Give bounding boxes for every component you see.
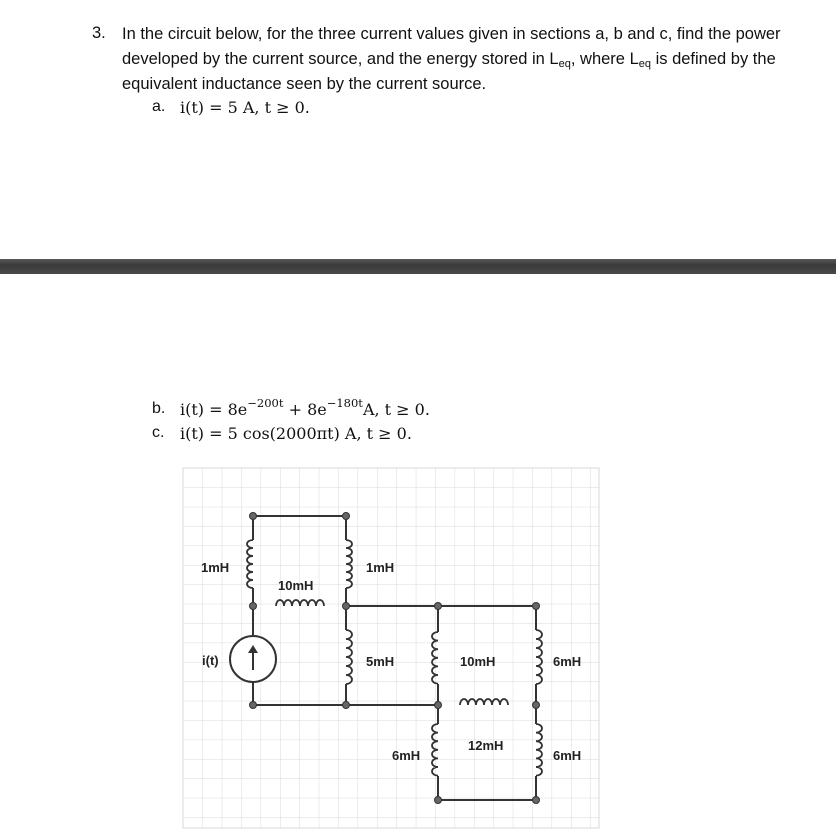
part-b-post: A, t ≥ 0. bbox=[362, 400, 430, 419]
label-10mh-mid: 10mH bbox=[460, 654, 496, 669]
label-12mh: 12mH bbox=[468, 738, 504, 753]
part-c-label: c. bbox=[152, 424, 165, 441]
part-b-mid: + 8e bbox=[283, 400, 327, 419]
problem-line-3: equivalent inductance seen by the current source. bbox=[122, 75, 487, 93]
subscript-eq-2: eq bbox=[638, 58, 651, 70]
problem-line-1: In the circuit below, for the three current values given in sections a, b and c, find the power bbox=[122, 25, 781, 43]
label-1mh-left: 1mH bbox=[201, 560, 230, 575]
current-source bbox=[230, 636, 276, 682]
problem-line-2b: , where L bbox=[570, 50, 639, 68]
part-b-pre: i(t) = 8e bbox=[180, 400, 248, 419]
subscript-eq-1: eq bbox=[558, 58, 571, 70]
part-b-exp1: −200t bbox=[247, 396, 284, 410]
label-6mh-right: 6mH bbox=[553, 654, 582, 669]
problem-line-2c: is defined by the bbox=[651, 50, 776, 68]
label-5mh: 5mH bbox=[366, 654, 395, 669]
part-c-expression: i(t) = 5 cos(2000πt) A, t ≥ 0. bbox=[180, 424, 412, 443]
part-a-label: a. bbox=[152, 98, 166, 115]
label-source: i(t) bbox=[202, 653, 219, 668]
label-1mh-right: 1mH bbox=[366, 560, 395, 575]
label-6mh-bottom: 6mH bbox=[392, 748, 421, 763]
part-a-expression: i(t) = 5 A, t ≥ 0. bbox=[180, 98, 310, 117]
part-b-exp2: −180t bbox=[326, 396, 363, 410]
part-b-label: b. bbox=[152, 400, 166, 417]
label-10mh-top: 10mH bbox=[278, 578, 314, 593]
problem-line-2a: developed by the current source, and the energy stored in L bbox=[122, 50, 559, 68]
question-number: 3. bbox=[92, 24, 106, 42]
label-6mh-lower-right: 6mH bbox=[553, 748, 582, 763]
